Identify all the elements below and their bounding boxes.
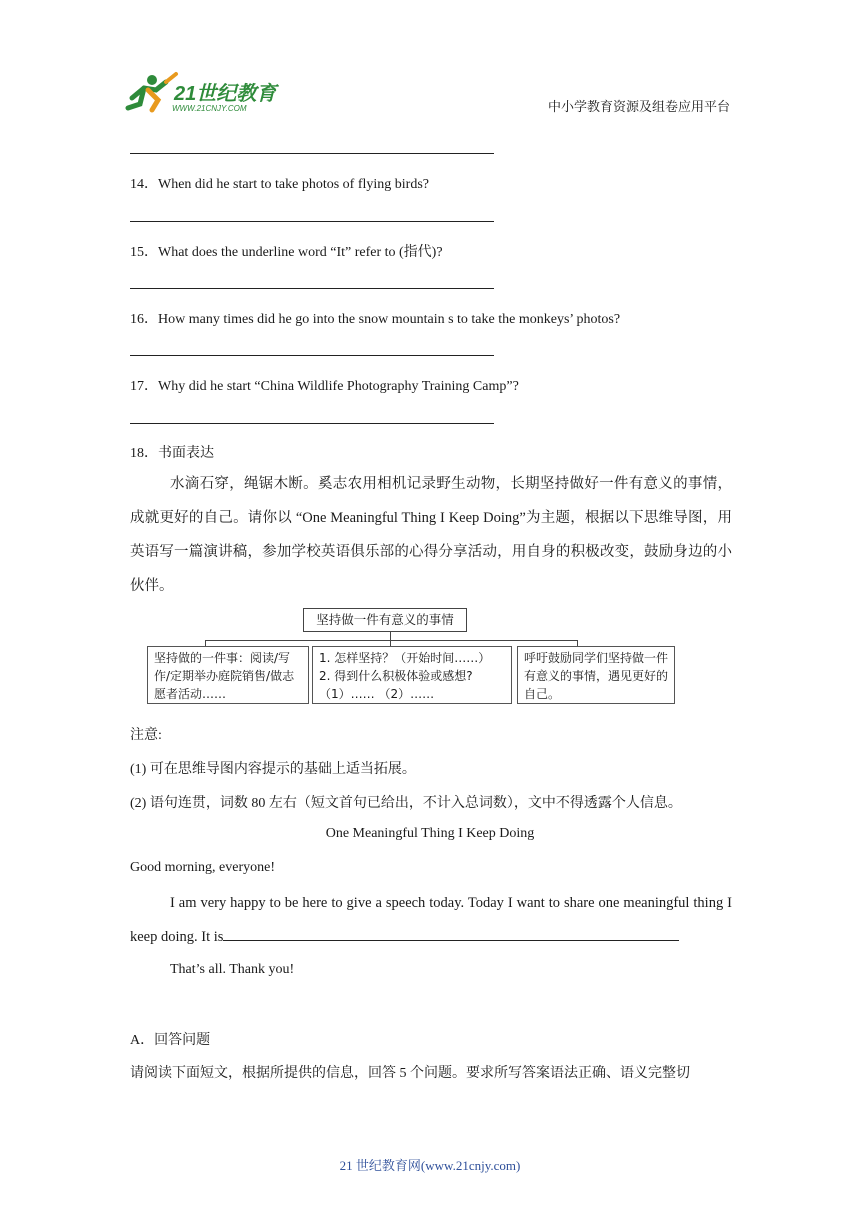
question-number: 14． [130, 177, 158, 192]
mind-map-line: 2. 得到什么积极体验或感想? [319, 669, 473, 683]
runner-logo-icon [122, 68, 292, 116]
mind-map-box-middle [312, 646, 512, 704]
section-a-instruction: 请阅读下面短文，根据所提供的信息，回答 5 个问题。要求所写答案语法正确、语义完整切 [130, 1066, 690, 1081]
answer-line-16[interactable] [130, 355, 494, 356]
mind-map-box-left: 坚持做的一件事：阅读/写作/定期举办庭院销售/做志愿者活动…… [147, 646, 309, 704]
note-2: (2) 语句连贯，词数 80 左右（短文首句已给出，不计入总词数），文中不得透露个人信息。 [130, 796, 682, 811]
question-16 [130, 308, 620, 328]
question-number: 15． [130, 245, 158, 260]
question-number: 17． [130, 379, 158, 394]
essay-blank[interactable] [223, 926, 679, 941]
question-15 [130, 241, 443, 261]
connector [390, 632, 391, 640]
question-text: How many times did he go into the snow mountain s to take the monkeys’ photos? [158, 312, 621, 327]
question-14 [130, 173, 429, 193]
answer-line-17[interactable] [130, 423, 494, 424]
connector [205, 640, 577, 641]
essay-title: One Meaningful Thing I Keep Doing [325, 826, 535, 841]
essay-body-line-2: thing I keep doing. It is [130, 895, 732, 945]
mind-map [145, 604, 677, 710]
footer: 21 世纪教育网(www.21cnjy.com) [339, 1158, 521, 1173]
logo-text: 21世纪教育 [174, 83, 277, 105]
section-a-heading: A．回答问题 [130, 1033, 211, 1048]
mind-map-box-right: 呼吁鼓励同学们坚持做一件有意义的事情，遇见更好的自己。 [517, 646, 675, 704]
answer-line-14[interactable] [130, 221, 494, 222]
essay-greeting: Good morning, everyone! [130, 860, 276, 875]
site-logo [122, 68, 292, 116]
question-number: 16． [130, 312, 158, 327]
essay-body-line-1: I am very happy to be here to give a speech today. Today I want to share one meaningful [170, 895, 690, 911]
mind-map-line: 1. 怎样坚持？（开始时间……） [319, 651, 491, 665]
writing-prompt: 水滴石穿，绳锯木断。奚志农用相机记录野生动物，长期坚持做好一件有意义的事情，成就更好的自己。请你以 “One Meaningful Thing I Keep Doing”为主题，根据以下思维导图，用英语写一篇演讲稿，参加学校英语俱乐部的心得分享活动，用自身的积极改变，鼓励身边的小伙伴。 [130, 476, 732, 594]
mind-map-topic: 坚持做一件有意义的事情 [303, 608, 467, 632]
answer-line-15[interactable] [130, 288, 494, 289]
question-17 [130, 375, 519, 395]
essay-body [130, 886, 732, 954]
question-text: Why did he start “China Wildlife Photography Training Camp”? [158, 379, 519, 394]
platform-name: 中小学教育资源及组卷应用平台 [547, 99, 730, 114]
note-1: (1) 可在思维导图内容提示的基础上适当拓展。 [130, 762, 416, 777]
notes-title: 注意: [130, 728, 162, 743]
mind-map-line: （1）…… （2）…… [319, 687, 435, 701]
essay-closing: That’s all. Thank you! [170, 962, 295, 977]
logo-url: WWW.21CNJY.COM [172, 104, 247, 113]
question-text: What does the underline word “It” refer to (指代)? [158, 245, 443, 260]
writing-heading: 18．书面表达 [130, 446, 214, 461]
answer-line[interactable] [130, 153, 494, 154]
question-text: When did he start to take photos of flying birds? [158, 177, 429, 192]
